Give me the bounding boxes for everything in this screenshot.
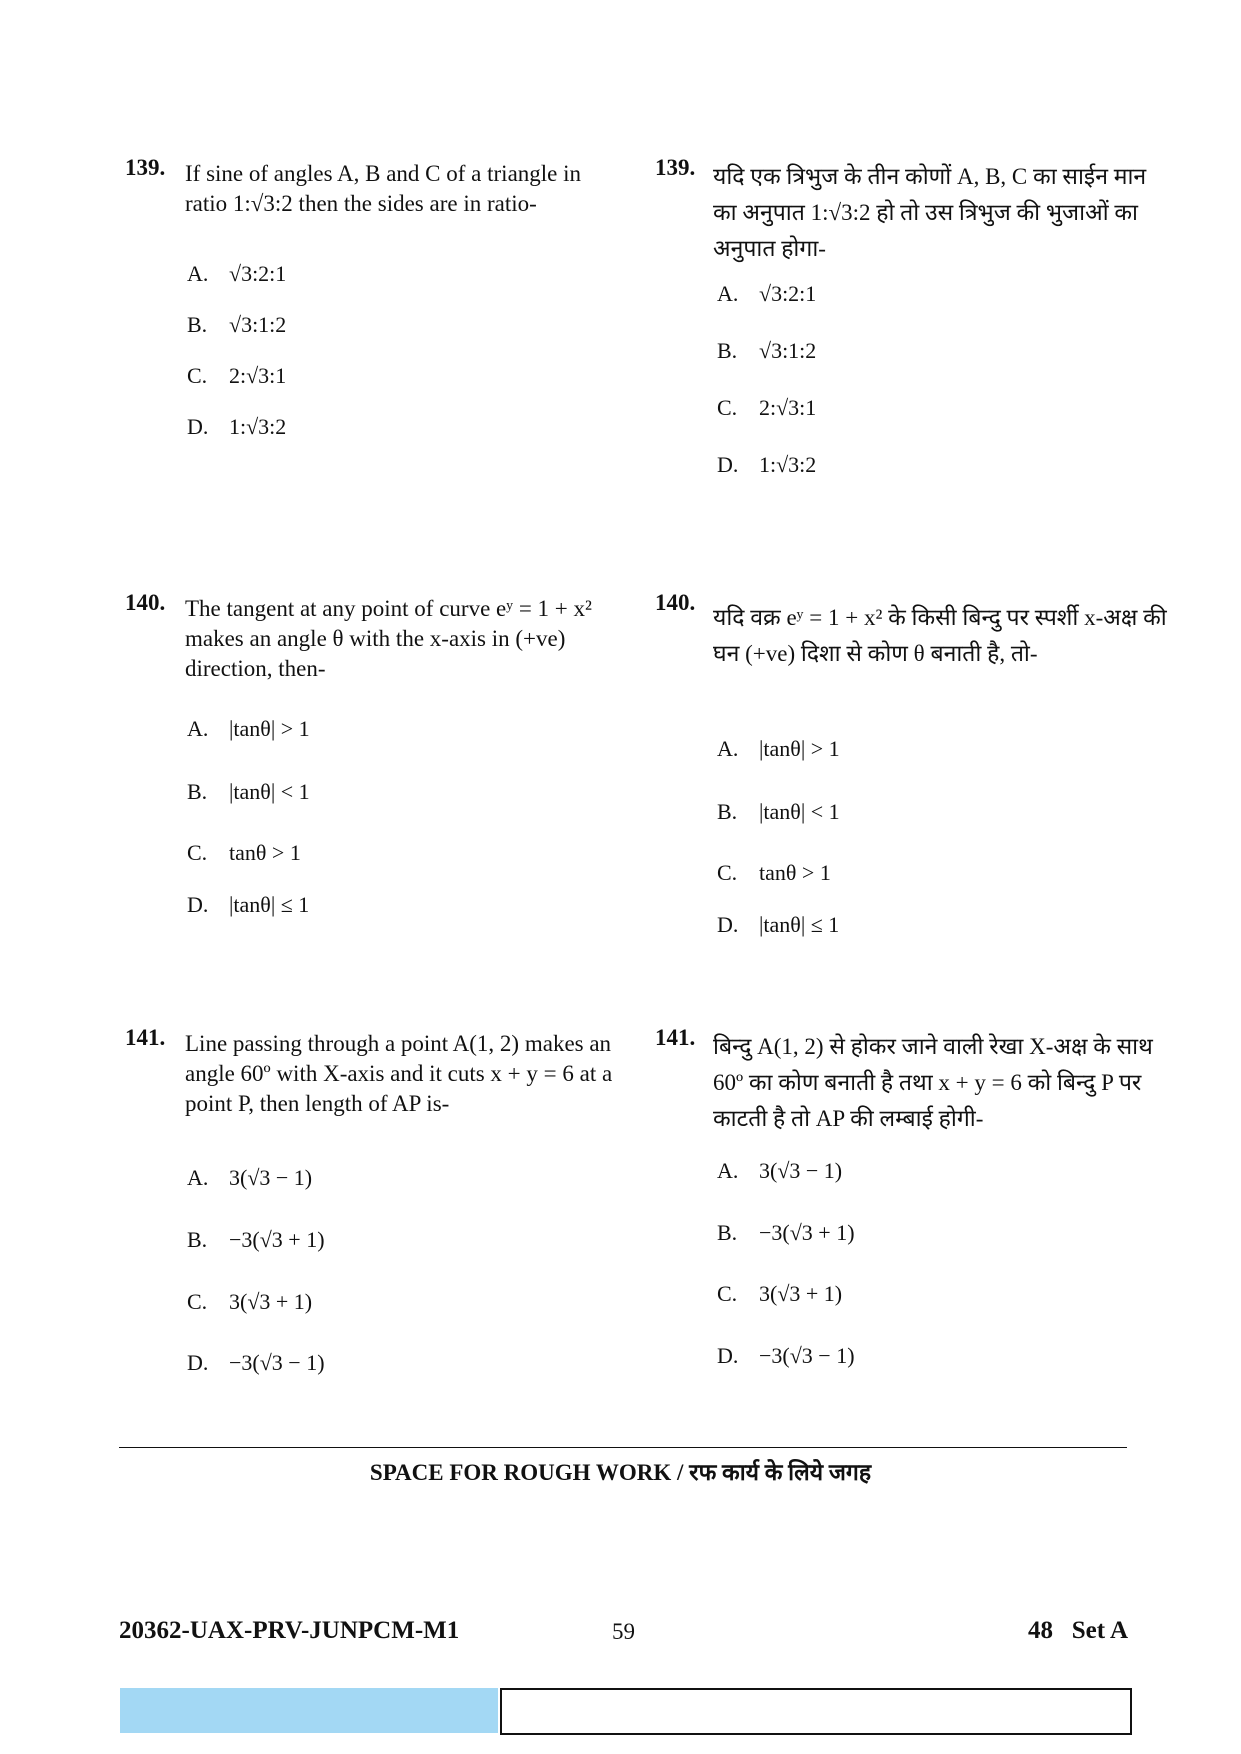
option-label: A. [717, 1158, 739, 1183]
option-a [717, 281, 816, 307]
option-d [717, 912, 839, 938]
option-value: 1:√3:2 [229, 414, 287, 439]
option-d [187, 892, 309, 918]
option-label: C. [717, 395, 738, 420]
option-label: A. [187, 261, 209, 286]
option-value: 3(√3 + 1) [229, 1289, 313, 1314]
option-b [187, 1227, 325, 1253]
option-value: |tanθ| > 1 [759, 736, 840, 761]
option-value: 3(√3 − 1) [229, 1165, 313, 1190]
question-number: 141. [125, 1025, 166, 1050]
option-value: 3(√3 + 1) [759, 1281, 843, 1306]
option-b [717, 1220, 855, 1246]
option-value: √3:2:1 [759, 281, 817, 306]
option-a [187, 716, 310, 742]
option-label: C. [187, 363, 208, 388]
option-b [717, 799, 840, 825]
option-value: |tanθ| < 1 [229, 779, 310, 804]
option-d [187, 414, 286, 440]
option-c [717, 860, 831, 886]
option-value: |tanθ| ≤ 1 [229, 892, 310, 917]
option-d [717, 452, 816, 478]
option-label: B. [187, 1227, 208, 1252]
option-value: tanθ > 1 [759, 860, 831, 885]
question-number: 140. [125, 590, 166, 615]
answer-box [500, 1688, 1132, 1735]
paper-code: 20362-UAX-PRV-JUNPCM-M1 [119, 1617, 460, 1644]
option-value: −3(√3 − 1) [759, 1343, 855, 1368]
option-label: A. [717, 736, 739, 761]
option-c [717, 1281, 842, 1307]
option-label: C. [187, 840, 208, 865]
option-label: A. [717, 281, 739, 306]
option-label: C. [187, 1289, 208, 1314]
option-value: 2:√3:1 [229, 363, 287, 388]
option-d [187, 1350, 325, 1376]
option-value: −3(√3 + 1) [229, 1227, 325, 1252]
question-text: यदि एक त्रिभुज के तीन कोणों A, B, C का साईन मान का अनुपात 1:√3:2 हो तो उस त्रिभुज की भुजाओं का अनुपात होगा- [713, 164, 1147, 261]
option-a [717, 736, 840, 762]
option-label: C. [717, 1281, 738, 1306]
option-value: √3:1:2 [229, 312, 287, 337]
question-number: 140. [655, 590, 696, 615]
page-number: 59 [612, 1619, 635, 1644]
question-text: बिन्दु A(1, 2) से होकर जाने वाली रेखा X-अक्ष के साथ 60º का कोण बनाती है तथा x + y = 6 को बिन्दु P पर काटती है तो AP की लम्बाई होगी- [713, 1034, 1153, 1131]
option-a [187, 1165, 312, 1191]
option-a [717, 1158, 842, 1184]
option-value: √3:1:2 [759, 338, 817, 363]
set-label: 48 Set A [1028, 1617, 1128, 1644]
option-b [717, 338, 816, 364]
rough-work-label: SPACE FOR ROUGH WORK / रफ कार्य के लिये जगह [369, 1460, 872, 1485]
option-label: B. [717, 338, 738, 363]
option-value: 3(√3 − 1) [759, 1158, 843, 1183]
option-b [187, 779, 310, 805]
option-value: |tanθ| > 1 [229, 716, 310, 741]
option-value: −3(√3 − 1) [229, 1350, 325, 1375]
option-value: 2:√3:1 [759, 395, 817, 420]
option-label: B. [717, 799, 738, 824]
option-c [187, 363, 286, 389]
question-text: If sine of angles A, B and C of a triangle in ratio 1:√3:2 then the sides are in ratio- [185, 161, 582, 216]
option-value: |tanθ| ≤ 1 [759, 912, 840, 937]
option-value: |tanθ| < 1 [759, 799, 840, 824]
option-value: −3(√3 + 1) [759, 1220, 855, 1245]
option-c [717, 395, 816, 421]
option-label: C. [717, 860, 738, 885]
question-text: Line passing through a point A(1, 2) makes an angle 60º with X-axis and it cuts x + y = 6 at a point P, then length of AP is- [185, 1031, 613, 1116]
option-label: D. [717, 912, 739, 937]
option-label: B. [187, 779, 208, 804]
option-c [187, 1289, 312, 1315]
shaded-box [120, 1688, 498, 1733]
option-label: D. [187, 1350, 209, 1375]
question-text: The tangent at any point of curve eʸ = 1 + x² makes an angle θ with the x-axis in (+ve) direction, then- [185, 596, 592, 681]
question-number: 139. [125, 155, 166, 180]
option-d [717, 1343, 855, 1369]
option-label: A. [187, 1165, 209, 1190]
question-number: 141. [655, 1025, 696, 1050]
option-a [187, 261, 286, 287]
option-label: D. [717, 452, 739, 477]
option-value: 1:√3:2 [759, 452, 817, 477]
option-label: D. [187, 892, 209, 917]
option-b [187, 312, 286, 338]
rough-work-divider [119, 1447, 1127, 1448]
option-value: √3:2:1 [229, 261, 287, 286]
option-value: tanθ > 1 [229, 840, 301, 865]
option-label: D. [717, 1343, 739, 1368]
question-text: यदि वक्र eʸ = 1 + x² के किसी बिन्दु पर स्पर्शी x-अक्ष की घन (+ve) दिशा से कोण θ बनाती है, तो- [713, 605, 1167, 666]
option-label: B. [187, 312, 208, 337]
option-label: A. [187, 716, 209, 741]
option-c [187, 840, 301, 866]
option-label: D. [187, 414, 209, 439]
option-label: B. [717, 1220, 738, 1245]
question-number: 139. [655, 155, 696, 180]
